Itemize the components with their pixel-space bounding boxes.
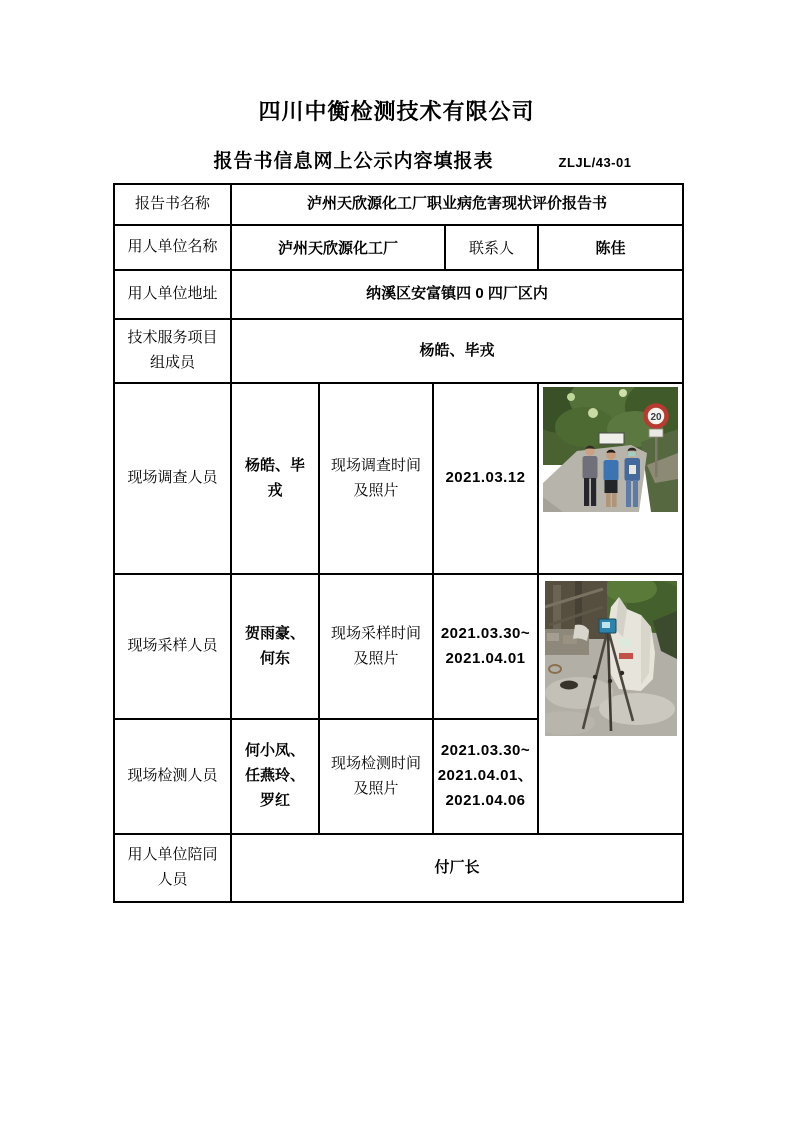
survey-photo bbox=[543, 387, 678, 512]
sampling-photo bbox=[545, 581, 677, 736]
sampling-staff-cell: 贺雨豪、何东 bbox=[232, 575, 320, 720]
testing-staff-cell: 何小凤、任燕玲、罗红 bbox=[232, 720, 320, 835]
survey-staff-cell: 杨皓、毕戎 bbox=[232, 384, 320, 575]
project-team-value-cell: 杨皓、毕戎 bbox=[232, 320, 684, 384]
factory-sign bbox=[599, 433, 624, 444]
ground-pit bbox=[560, 681, 578, 690]
employer-address-label-cell: 用人单位地址 bbox=[115, 271, 232, 320]
sampling-date-cell bbox=[434, 575, 539, 720]
escort-label-cell: 用人单位陪同人员 bbox=[115, 835, 232, 903]
report-info-table bbox=[113, 183, 684, 903]
form-title: 报告书信息网上公示内容填报表 bbox=[213, 151, 494, 172]
papers bbox=[629, 465, 636, 474]
contact-label-cell: 联系人 bbox=[446, 226, 539, 269]
employer-address-value-cell: 纳溪区安富镇四 0 四厂区内 bbox=[232, 271, 684, 320]
report-name-label-cell: 报告书名称 bbox=[115, 185, 232, 226]
report-name-value-cell: 泸州天欣源化工厂职业病危害现状评价报告书 bbox=[232, 185, 684, 226]
testing-date-line: 2021.04.01、 bbox=[437, 767, 534, 785]
sampling-date-line: 2021.03.30~ bbox=[440, 624, 531, 642]
testing-time-label-cell: 现场检测时间及照片 bbox=[320, 720, 434, 835]
face-mask bbox=[628, 452, 636, 457]
employer-name-value-cell: 泸州天欣源化工厂 bbox=[232, 226, 446, 269]
survey-time-label-cell: 现场调查时间及照片 bbox=[320, 384, 434, 575]
testing-date-cell bbox=[434, 720, 539, 835]
testing-date-line: 2021.03.30~ bbox=[440, 742, 531, 760]
contact-value-cell: 陈佳 bbox=[595, 240, 626, 257]
escort-value-cell: 付厂长 bbox=[232, 835, 684, 903]
employer-name-label-cell: 用人单位名称 bbox=[115, 226, 232, 271]
sampling-time-label-cell: 现场采样时间及照片 bbox=[320, 575, 434, 720]
testing-staff-label-cell: 现场检测人员 bbox=[115, 720, 232, 835]
employer-name-row bbox=[232, 226, 684, 271]
company-title: 四川中衡检测技术有限公司 bbox=[258, 99, 535, 124]
sampling-date-line: 2021.04.01 bbox=[445, 649, 526, 667]
svg-text:20: 20 bbox=[650, 412, 662, 423]
sampling-photo-cell bbox=[539, 575, 684, 835]
survey-date-cell bbox=[434, 384, 539, 575]
survey-photo-cell bbox=[539, 384, 684, 575]
survey-staff-label-cell: 现场调查人员 bbox=[115, 384, 232, 575]
form-title-row bbox=[0, 149, 793, 175]
form-code: ZLJL/43-01 bbox=[558, 155, 632, 170]
survey-date-line: 2021.03.12 bbox=[445, 469, 526, 487]
document-header bbox=[0, 0, 793, 175]
sampling-staff-label-cell: 现场采样人员 bbox=[115, 575, 232, 720]
project-team-label-cell: 技术服务项目组成员 bbox=[115, 320, 232, 384]
testing-date-line: 2021.04.06 bbox=[445, 791, 526, 809]
